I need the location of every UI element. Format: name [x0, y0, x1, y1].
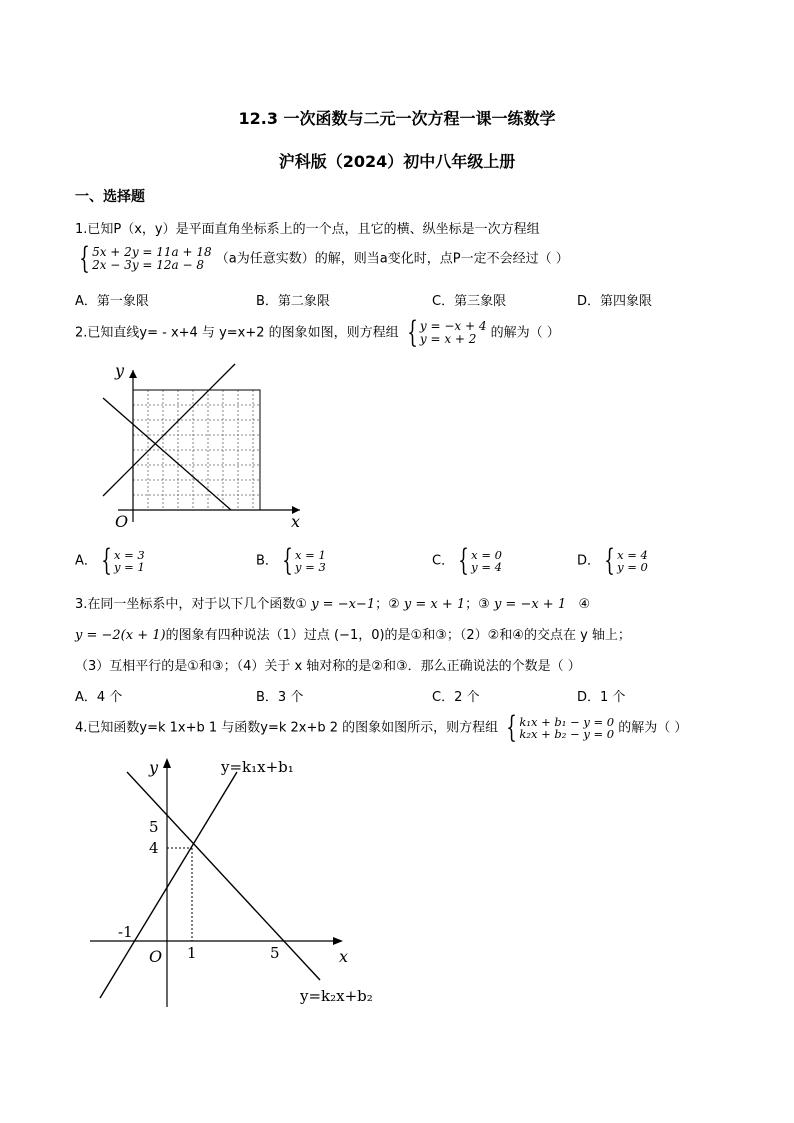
- q2-option-a-label: A．: [75, 553, 97, 569]
- q3-line2: [75, 624, 631, 643]
- q4-tick-x-5: 5: [270, 944, 280, 962]
- q4-y-label: y: [149, 758, 159, 777]
- q4-line-1: [100, 772, 237, 998]
- q2-line-neg-x-plus-4: [103, 398, 231, 510]
- q3-sep-3: ④: [578, 597, 591, 612]
- q4-x-label: x: [339, 947, 349, 966]
- page-title: 12.3 一次函数与二元一次方程一课一练数学: [238, 109, 556, 128]
- q4-stem-row: [75, 710, 688, 745]
- q2-grid-border: [133, 390, 260, 510]
- q3-function-4: y = −2(x + 1): [75, 628, 166, 643]
- q3-option-a[interactable]: A．4 个: [75, 690, 123, 705]
- q1-eq2: 2x − 3y = 12a − 8: [92, 258, 205, 272]
- q2-stem-row: [75, 315, 560, 350]
- q3-option-b[interactable]: B．3 个: [256, 690, 304, 705]
- q4-equation-system: { k₁x + b₁ − y = 0 k₂x + b₂ − y = 0: [506, 710, 615, 745]
- q3-statements-1-2: 的图象有四种说法（1）过点 (−1，0)的是①和③；（2）②和④的交点在 y 轴上；: [165, 628, 631, 643]
- q4-line1-label: y=k₁x+b₁: [221, 758, 294, 776]
- q4-x-arrow: [333, 937, 343, 945]
- q4-eq2: k₂x + b₂ − y = 0: [519, 727, 615, 741]
- q4-graph: [85, 752, 395, 1012]
- q3-stem-start: 3.在同一坐标系中，对于以下几个函数①: [75, 597, 308, 612]
- q2-graph: [95, 360, 310, 535]
- q3-function-2: y = x + 1: [403, 597, 466, 612]
- q1-tail: （a为任意实数）的解，则当a变化时，点P一定不会经过（ ）: [215, 251, 569, 267]
- q2-option-b-label: B．: [256, 553, 278, 569]
- q3-option-d[interactable]: D．1 个: [577, 690, 626, 705]
- q4-tick-y-4: 4: [149, 839, 159, 857]
- q2-stem: 2.已知直线y= - x+4 与 y=x+2 的图象如图，则方程组: [75, 325, 399, 341]
- page-subtitle: 沪科版（2024）初中八年级上册: [278, 152, 516, 171]
- q1-option-a[interactable]: A．第一象限: [75, 294, 149, 309]
- q2-option-a-y: y = 1: [114, 560, 145, 574]
- q3-option-c[interactable]: C．2 个: [432, 690, 480, 705]
- q4-tail: 的解为（ ）: [618, 720, 688, 736]
- section-heading: 一、选择题: [75, 189, 145, 205]
- q2-grid: [133, 390, 260, 510]
- q2-y-label: y: [115, 361, 125, 380]
- q2-eq1: y = −x + 4: [419, 319, 487, 333]
- q2-option-b-y: y = 3: [295, 560, 326, 574]
- q2-option-d-y: y = 0: [617, 560, 648, 574]
- q2-option-b-x: x = 1: [295, 547, 326, 562]
- q2-line-x-plus-2: [103, 364, 235, 496]
- q2-tail: 的解为（ ）: [490, 325, 560, 341]
- q2-option-c-x: x = 0: [471, 547, 502, 562]
- q2-option-b[interactable]: B． { x = 1 y = 3: [256, 543, 326, 578]
- q4-tick-x-neg1: -1: [118, 923, 133, 941]
- q2-option-c-y: y = 4: [471, 560, 502, 574]
- q3-sep-2: ；③: [465, 597, 490, 612]
- q2-equation-system: { y = −x + 4 y = x + 2: [407, 315, 487, 350]
- q2-option-d-label: D．: [577, 553, 601, 569]
- q4-line2-label: y=k₂x+b₂: [300, 987, 373, 1005]
- q1-option-c[interactable]: C．第三象限: [432, 294, 507, 309]
- q4-eq1: k₁x + b₁ − y = 0: [519, 714, 615, 729]
- q1-system-row: [75, 241, 569, 276]
- q1-stem: 1.已知P（x，y）是平面直角坐标系上的一个点，且它的横、纵坐标是一次方程组: [75, 222, 540, 237]
- q4-y-arrow: [163, 758, 171, 768]
- q3-line3: （3）互相平行的是①和③；（4）关于 x 轴对称的是②和③．那么正确说法的个数是（ ）: [75, 659, 581, 674]
- q3-line1: [75, 593, 590, 612]
- q2-option-c[interactable]: C． { x = 0 y = 4: [432, 543, 502, 578]
- q2-option-a-x: x = 3: [114, 547, 145, 562]
- q3-function-1: y = −x−1: [311, 597, 376, 612]
- q2-x-label: x: [291, 512, 301, 531]
- q4-stem: 4.已知函数y=k 1x+b 1 与函数y=k 2x+b 2 的图象如图所示，则方程组: [75, 720, 499, 736]
- q2-option-d-x: x = 4: [617, 547, 648, 562]
- q1-equation-system: { 5x + 2y = 11a + 18 2x − 3y = 12a − 8: [79, 241, 212, 276]
- q4-tick-x-1: 1: [187, 944, 197, 962]
- q3-sep-1: ；②: [375, 597, 400, 612]
- q2-option-d[interactable]: D． { x = 4 y = 0: [577, 543, 648, 578]
- q4-tick-y-5: 5: [149, 818, 159, 836]
- q2-option-a[interactable]: A． { x = 3 y = 1: [75, 543, 145, 578]
- q2-eq2: y = x + 2: [419, 332, 477, 346]
- q1-eq1: 5x + 2y = 11a + 18: [92, 245, 212, 259]
- q2-origin-label: O: [115, 512, 129, 531]
- q1-option-d[interactable]: D．第四象限: [577, 294, 653, 309]
- q3-function-3: y = −x + 1: [493, 597, 567, 612]
- q2-option-c-label: C．: [432, 553, 455, 569]
- q4-origin-label: O: [149, 947, 163, 966]
- q2-y-arrow: [129, 370, 137, 378]
- q1-option-b[interactable]: B．第二象限: [256, 294, 330, 309]
